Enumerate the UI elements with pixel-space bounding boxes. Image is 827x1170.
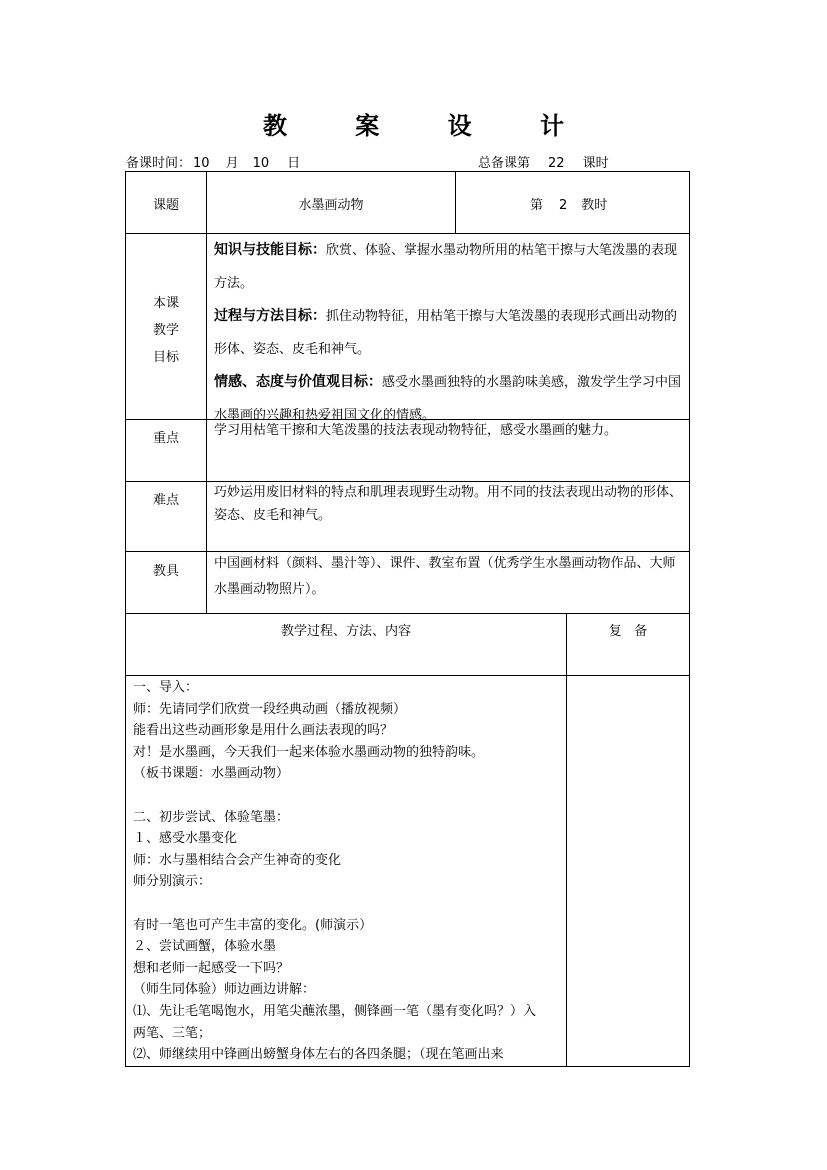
prep-time-line (126, 152, 300, 171)
objective-heading: 情感、态度与价值观目标： (214, 374, 382, 390)
objective-heading: 过程与方法目标： (214, 308, 326, 324)
period-column-divider (455, 171, 456, 233)
table-border-right (689, 171, 690, 1067)
objectives-content (214, 234, 684, 432)
total-label: 总备课第 (478, 156, 531, 171)
process-line: 想和老师一起感受一下吗？ (133, 960, 290, 976)
objective-text: 抓住动物特征，用枯笔干擦与大笔泼墨的表现形式画出动物的形体、姿态、皮毛和神气。 (214, 309, 678, 357)
topic-label: 课题 (152, 198, 179, 213)
objective-text: 感受水墨画独特的水墨韵味美感，激发学生学习中国水墨画的兴趣和热爱祖国文化的情感。 (214, 375, 682, 423)
difficulty-text: 巧妙运用废旧材料的特点和肌理表现野生动物。用不同的技法表现出动物的形体、姿态、皮毛和神气。 (214, 485, 683, 523)
process-line: 两笔、三笔； (133, 1025, 212, 1041)
objectives-label (126, 290, 206, 371)
process-content (133, 677, 563, 1066)
process-line (133, 893, 563, 915)
process-line: 二、初步尝试、体验笔墨： (133, 809, 290, 825)
objective-heading: 知识与技能目标： (214, 242, 326, 258)
topic-value: 水墨画动物 (298, 198, 364, 213)
day-unit: 日 (287, 156, 301, 171)
total-unit: 课时 (582, 156, 609, 171)
objective-text: 欣赏、体验、掌握水墨动物所用的枯笔干擦与大笔泼墨的表现方法。 (214, 243, 678, 291)
objectives-label-line: 目标 (152, 350, 179, 365)
prep-day: 10 (252, 156, 270, 171)
process-line: 一、导入： (133, 680, 199, 695)
key-point-text: 学习用枯笔干擦和大笔泼墨的技法表现动物特征，感受水墨画的魅力。 (214, 423, 618, 438)
process-line: ⑴、先让毛笔喝饱水，用笔尖蘸浓墨，侧锋画一笔（墨有变化吗？）入 (133, 1003, 537, 1019)
total-lessons-line (478, 152, 609, 171)
process-header: 教学过程、方法、内容 (280, 624, 411, 639)
process-line: 师：先请同学们欣赏一段经典动画（播放视频） (133, 701, 407, 717)
prep-time-label: 备课时间： (126, 156, 192, 171)
process-line: ２、尝试画蟹，体验水墨 (133, 939, 277, 955)
process-line: 有时一笔也可产生丰富的变化。(师演示） (133, 917, 373, 933)
page-title: 教 案 设 计 (262, 111, 595, 140)
review-header: 复 备 (608, 624, 648, 639)
process-line: 师分别演示： (133, 874, 212, 890)
row-divider (125, 613, 690, 614)
period-prefix: 第 (530, 198, 544, 213)
key-point-label: 重点 (152, 431, 179, 446)
objectives-label-line: 本课 (152, 296, 179, 311)
tools-label: 教具 (152, 564, 179, 579)
process-line (133, 785, 563, 807)
difficulty-label: 难点 (152, 493, 179, 508)
process-line: 能看出这些动画形象是用什么画法表现的吗？ (133, 723, 394, 739)
table-border-bottom (125, 1066, 690, 1067)
tools-text: 中国画材料（颜料、墨汁等）、课件、教室布置（优秀学生水墨画动物作品、大师水墨画动物照片）。 (214, 556, 676, 597)
period-suffix: 教时 (581, 198, 608, 213)
prep-month: 10 (193, 156, 210, 171)
process-line: （师生同体验）师边画边讲解： (133, 982, 316, 998)
notes-column-divider (566, 613, 567, 1066)
month-unit: 月 (225, 156, 239, 171)
period-info (530, 195, 607, 217)
objectives-label-line: 教学 (152, 323, 179, 338)
process-line: ⑵、师继续用中锋画出螃蟹身体左右的各四条腿；（现在笔画出来 (133, 1047, 504, 1063)
process-line: 对！是水墨画，今天我们一起来体验水墨画动物的独特韵味。 (133, 744, 485, 760)
process-line: （板书课题：水墨画动物） (133, 766, 290, 782)
table-border-top (125, 171, 690, 172)
label-column-divider (206, 171, 207, 613)
process-line: 师：水与墨相结合会产生神奇的变化 (133, 852, 342, 868)
total-count: 22 (548, 156, 565, 171)
process-line: １、感受水墨变化 (133, 831, 238, 847)
period-number: 2 (559, 198, 568, 213)
objective-knowledge (214, 234, 684, 300)
row-divider (125, 675, 690, 676)
objective-process (214, 300, 684, 366)
